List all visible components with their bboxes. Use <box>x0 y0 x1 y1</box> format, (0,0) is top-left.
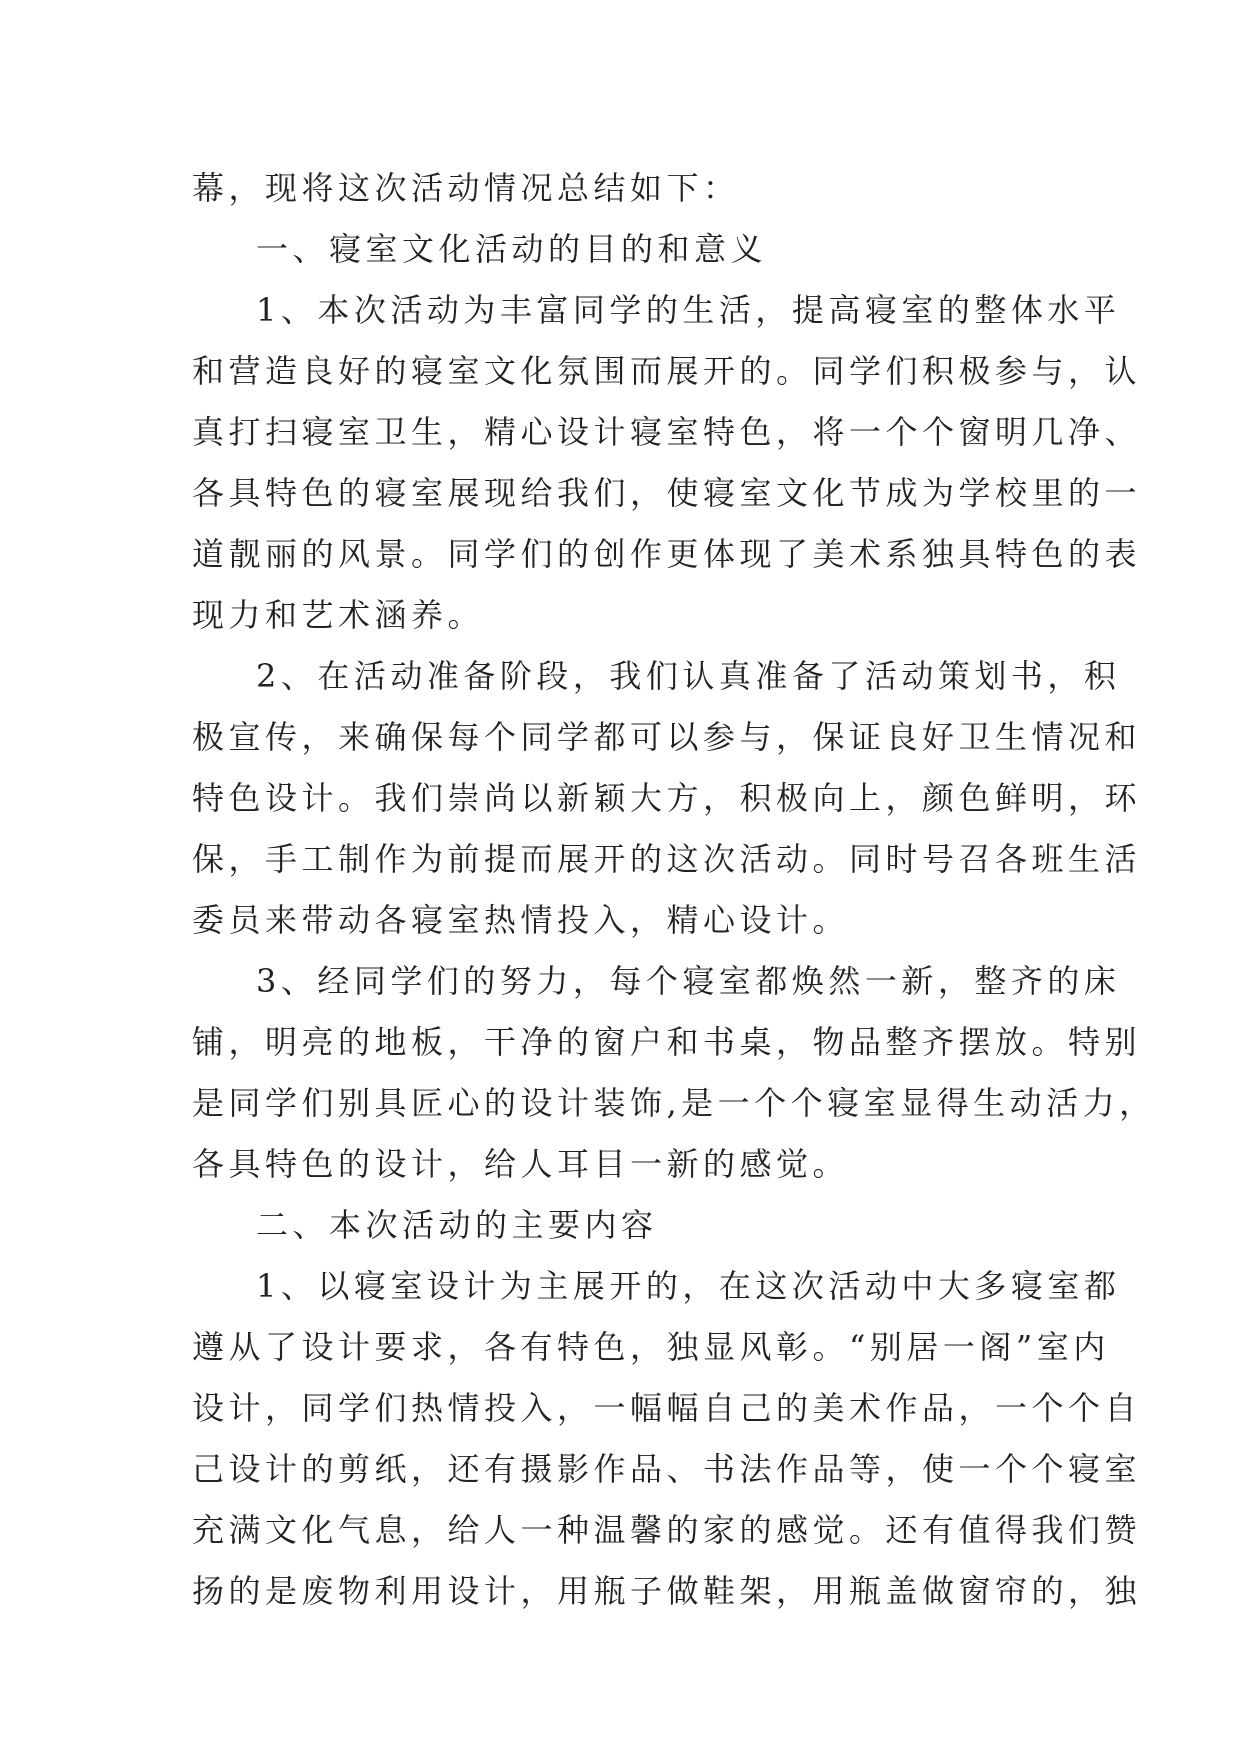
text-line: 2、在活动准备阶段，我们认真准备了活动策划书，积 <box>256 657 1121 695</box>
text-line: 和营造良好的寝室文化氛围而展开的。同学们积极参与，认 <box>192 352 1142 390</box>
text-line: 设计，同学们热情投入，一幅幅自己的美术作品，一个个自 <box>192 1389 1142 1427</box>
text-line: 己设计的剪纸，还有摄影作品、书法作品等，使一个个寝室 <box>192 1450 1142 1488</box>
text-line: 扬的是废物利用设计，用瓶子做鞋架，用瓶盖做窗帘的，独 <box>192 1572 1142 1610</box>
text-line: 是同学们别具匠心的设计装饰,是一个个寝室显得生动活力， <box>192 1084 1156 1122</box>
document-body <box>192 158 1156 1622</box>
text-line: 委员来带动各寝室热情投入，精心设计。 <box>192 901 850 939</box>
text-line: 铺，明亮的地板，干净的窗户和书桌，物品整齐摆放。特别 <box>192 1023 1142 1061</box>
text-line: 保，手工制作为前提而展开的这次活动。同时号召各班生活 <box>192 840 1142 878</box>
text-line: 1、本次活动为丰富同学的生活，提高寝室的整体水平 <box>256 291 1121 329</box>
text-line: 特色设计。我们崇尚以新颖大方，积极向上，颜色鲜明，环 <box>192 779 1142 817</box>
text-line: 3、经同学们的努力，每个寝室都焕然一新，整齐的床 <box>256 962 1121 1000</box>
text-line: 各具特色的寝室展现给我们，使寝室文化节成为学校里的一 <box>192 474 1142 512</box>
text-line: 1、以寝室设计为主展开的，在这次活动中大多寝室都 <box>256 1267 1121 1305</box>
text-line: 各具特色的设计，给人耳目一新的感觉。 <box>192 1145 850 1183</box>
text-line: 道靓丽的风景。同学们的创作更体现了美术系独具特色的表 <box>192 535 1142 573</box>
text-line: 幕，现将这次活动情况总结如下： <box>192 169 740 207</box>
text-line: 极宣传，来确保每个同学都可以参与，保证良好卫生情况和 <box>192 718 1142 756</box>
text-line: 真打扫寝室卫生，精心设计寝室特色，将一个个窗明几净、 <box>192 413 1142 451</box>
section-heading: 二、本次活动的主要内容 <box>256 1206 658 1244</box>
text-line: 遵从了设计要求，各有特色，独显风彰。“别居一阁”室内 <box>192 1328 1110 1366</box>
section-heading: 一、寝室文化活动的目的和意义 <box>256 230 768 268</box>
text-line: 现力和艺术涵养。 <box>192 596 485 634</box>
text-line: 充满文化气息，给人一种温馨的家的感觉。还有值得我们赞 <box>192 1511 1142 1549</box>
